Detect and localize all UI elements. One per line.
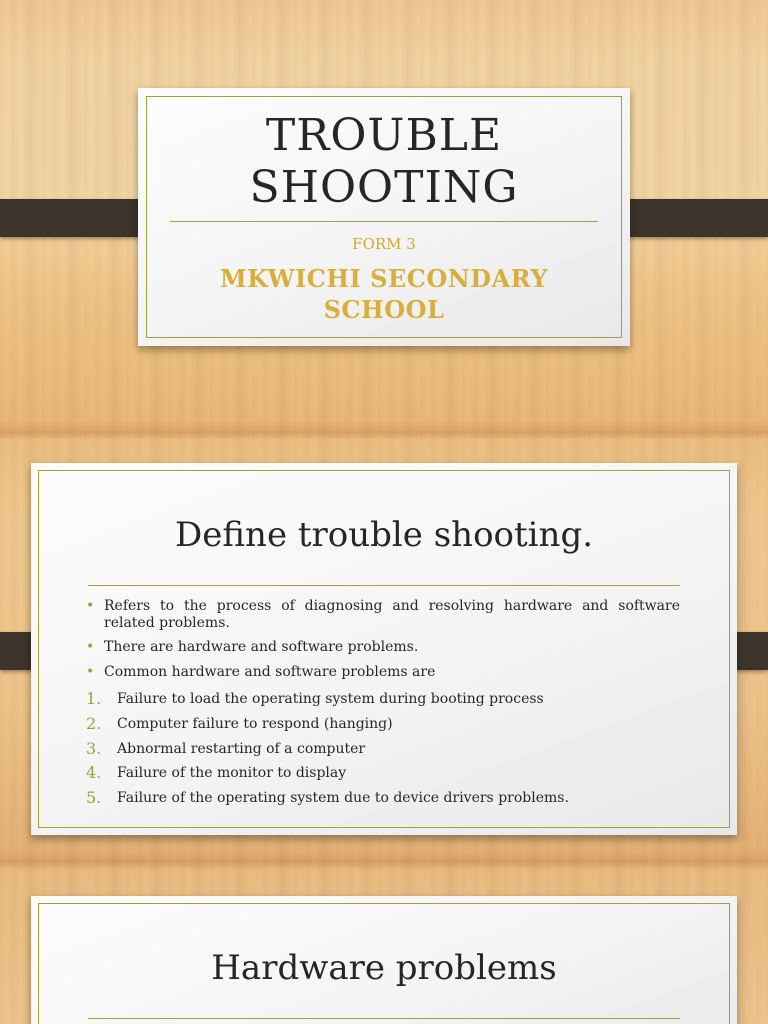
number-marker: 4. xyxy=(86,763,102,783)
slide2-divider xyxy=(88,585,680,586)
bullet-marker: • xyxy=(86,639,95,655)
slide-1 xyxy=(138,88,630,346)
school-name xyxy=(138,263,630,325)
title-line-2: SHOOTING xyxy=(249,162,519,213)
numbered-text: Computer failure to respond (hanging) xyxy=(117,715,393,732)
title-line-1: TROUBLE xyxy=(265,110,503,161)
numbered-item xyxy=(86,786,680,811)
bullet-text: Common hardware and software problems are xyxy=(104,664,436,680)
numbered-item xyxy=(86,737,680,762)
slide-3 xyxy=(31,896,737,1024)
slide3-divider xyxy=(88,1018,680,1019)
numbered-item xyxy=(86,761,680,786)
bullet-text: There are hardware and software problems. xyxy=(104,639,419,655)
number-marker: 2. xyxy=(86,713,102,733)
bullet-item xyxy=(86,598,680,632)
slide1-divider xyxy=(170,221,598,222)
slide1-right-strap xyxy=(612,199,768,237)
number-marker: 5. xyxy=(86,788,102,808)
bullet-text: Refers to the process of diagnosing and resolving hardware and software related problems. xyxy=(104,598,680,631)
numbered-item xyxy=(86,687,680,712)
slide2-title: Define trouble shooting. xyxy=(174,515,594,555)
numbered-text: Failure of the operating system due to device drivers problems. xyxy=(117,790,569,807)
numbered-text: Failure to load the operating system during booting process xyxy=(117,691,544,707)
bullet-marker: • xyxy=(86,664,95,680)
slide1-title xyxy=(138,110,630,214)
school-name-line-1: MKWICHI SECONDARY xyxy=(220,264,548,293)
bullet-marker: • xyxy=(86,598,95,614)
school-name-line-2: SCHOOL xyxy=(323,295,445,324)
form-label: FORM 3 xyxy=(352,235,416,253)
bullet-item xyxy=(86,639,680,656)
number-marker: 3. xyxy=(86,738,102,758)
numbered-text: Abnormal restarting of a computer xyxy=(117,740,366,757)
slide1-left-strap xyxy=(0,199,156,237)
numbered-item xyxy=(86,712,680,737)
slide3-title: Hardware problems xyxy=(211,948,557,988)
bullet-item xyxy=(86,664,680,681)
number-marker: 1. xyxy=(86,689,102,708)
slide2-content xyxy=(86,598,680,811)
numbered-text: Failure of the monitor to display xyxy=(117,765,347,782)
